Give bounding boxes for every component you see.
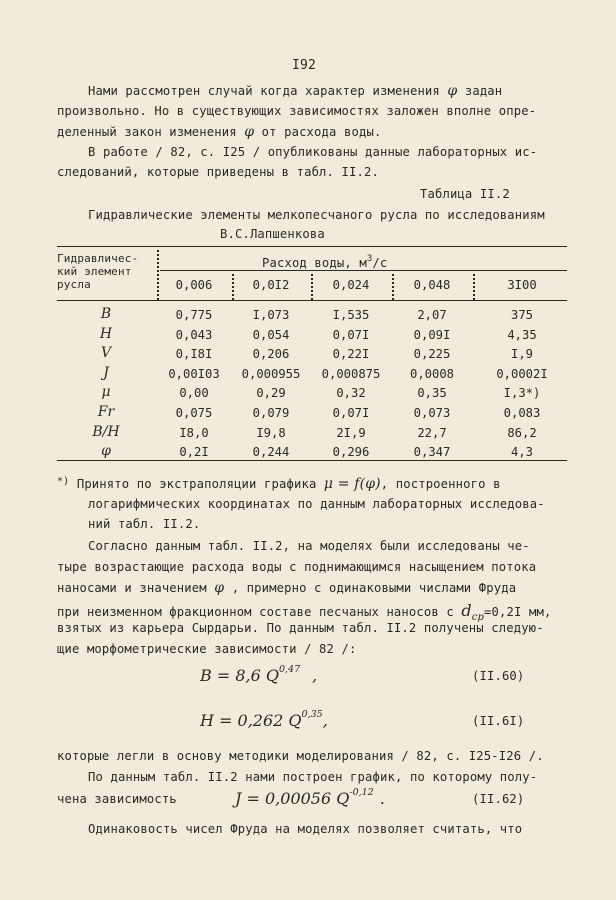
text-line: Согласно данным табл. II.2, на моделях были исследованы че- (88, 539, 530, 553)
row-label: B/H (92, 423, 120, 440)
header-bottom-rule (57, 300, 567, 301)
table-cell: 0,22I (332, 347, 370, 362)
text-line: чена зависимость (57, 792, 177, 806)
row-label: V (100, 345, 112, 362)
table-cell: 0,075 (175, 406, 213, 420)
row-label: μ (101, 384, 111, 401)
text-line: По данным табл. II.2 нами построен график, по которому полу- (88, 770, 538, 784)
table-cell: 2I,9 (336, 425, 366, 440)
table-cell: 0,0008 (409, 366, 455, 381)
column-header: 0,0I2 (252, 278, 290, 292)
table-cell: 0,I8I (175, 347, 213, 362)
col-divider (232, 274, 234, 300)
row-label: H (99, 325, 113, 342)
text-line: наносами и значением φ , примерно с одинаковыми числами Фруда (57, 580, 517, 596)
table-cell: 0,296 (332, 445, 370, 460)
table-cell: 0,000875 (321, 366, 381, 381)
text-line: при неизменном фракционном составе песчаных наносов с $d_{ср}=0,2I$ мм, (57, 601, 552, 623)
table-cell: 0,09I (413, 327, 451, 342)
text-line: Нами рассмотрен случай когда характер изменения φ задан (88, 83, 503, 99)
table-cell: 0,043 (175, 327, 213, 342)
table-cell: I8,0 (179, 425, 209, 440)
row-label: Fr (97, 404, 115, 420)
footnote-line: ний табл. II.2. (88, 517, 201, 531)
table-title-2: В.С.Лапшенкова (220, 227, 325, 241)
group-rule (160, 270, 567, 271)
text-line: следований, которые приведены в табл. II.2. (57, 165, 379, 179)
formula-II61: H = 0,262 Q$^{0,35}$, (200, 709, 328, 730)
equation-number: (II.62) (472, 792, 525, 806)
table-cell: 375 (510, 308, 533, 322)
table-cell: I,073 (252, 308, 290, 322)
table-cell: 0,347 (413, 445, 451, 460)
table-cell: 0,206 (252, 347, 290, 362)
text-line: деленный закон изменения φ от расхода воды. (57, 124, 382, 140)
text-line: В работе / 82, с. I25 / опубликованы данные лабораторных ис- (88, 145, 538, 159)
table-cell: 0,32 (336, 386, 366, 401)
text-line: взятых из карьера Сырдарьи. По данным табл. II.2 получены следую- (57, 621, 544, 635)
table-cell: 4,35 (507, 327, 537, 342)
table-cell: 0,0002I (496, 366, 548, 381)
table-cell: 0,073 (413, 406, 451, 420)
footnote-line: *) Принято по экстраполяции графика μ = f(φ), построенного в (57, 476, 501, 492)
equation-number: (II.6I) (472, 714, 525, 728)
col-divider (473, 274, 475, 300)
table-label: Таблица II.2 (420, 187, 510, 201)
table-cell: 0,083 (503, 406, 541, 420)
text-line: Одинаковость чисел Фруда на моделях позволяет считать, что (88, 822, 523, 836)
table-cell: 0,07I (332, 327, 370, 342)
text-line: произвольно. Но в существующих зависимостях заложен вполне опре- (57, 104, 537, 118)
table-cell: 0,00 (179, 386, 209, 401)
text-line: тыре возрастающие расхода воды с поднимающимся насыщением потока (57, 560, 537, 574)
table-cell: I,9 (510, 347, 533, 362)
stub-header: Гидравличес- кий элемент русла (57, 252, 139, 291)
group-header: Расход воды, $м^3/с$ (262, 254, 388, 270)
row-label: φ (101, 443, 111, 460)
table-cell: 0,225 (413, 347, 451, 362)
column-header: 0,048 (413, 278, 451, 292)
equation-number: (II.60) (472, 669, 525, 683)
table-cell: 0,079 (252, 406, 290, 420)
text-line: которые легли в основу методики моделирования / 82, с. I25-I26 /. (57, 749, 544, 763)
table-bottom-rule (57, 460, 567, 461)
table-cell: I9,8 (256, 425, 286, 440)
row-label: B (100, 306, 112, 322)
table-cell: 4,3 (510, 445, 533, 460)
row-label: J (103, 364, 109, 381)
table-cell: I,3*) (503, 386, 541, 401)
table-cell: 0,000955 (241, 366, 301, 381)
table-cell: 2,07 (417, 308, 447, 322)
table-cell: 0,00I03 (168, 366, 220, 381)
footnote-line: логарифмических координатах по данным лабораторных исследова- (88, 497, 545, 511)
page-number: I92 (292, 58, 316, 73)
table-cell: 0,054 (252, 327, 290, 342)
table-title: Гидравлические элементы мелкопесчаного русла по исследованиям (88, 208, 545, 222)
col-divider (311, 274, 313, 300)
table-top-rule (57, 246, 567, 247)
table-cell: 86,2 (507, 425, 537, 440)
table-cell: 22,7 (417, 425, 447, 440)
formula-II60: B = 8,6 Q$^{0,47}$ , (200, 664, 318, 685)
column-header: 3I00 (507, 278, 537, 292)
column-header: 0,024 (332, 278, 370, 292)
table-cell: 0,29 (256, 386, 286, 401)
table-cell: 0,244 (252, 445, 290, 460)
table-cell: 0,35 (417, 386, 447, 401)
stub-divider (157, 250, 159, 300)
text-line: щие морфометрические зависимости / 82 /: (57, 642, 357, 656)
table-cell: 0,2I (179, 445, 209, 460)
table-cell: 0,07I (332, 406, 370, 420)
formula-II62: J = 0,00056 $Q^{-0,12}$ . (235, 787, 385, 808)
table-cell: 0,775 (175, 308, 213, 322)
table-cell: I,535 (332, 308, 370, 322)
col-divider (392, 274, 394, 300)
column-header: 0,006 (175, 278, 213, 292)
